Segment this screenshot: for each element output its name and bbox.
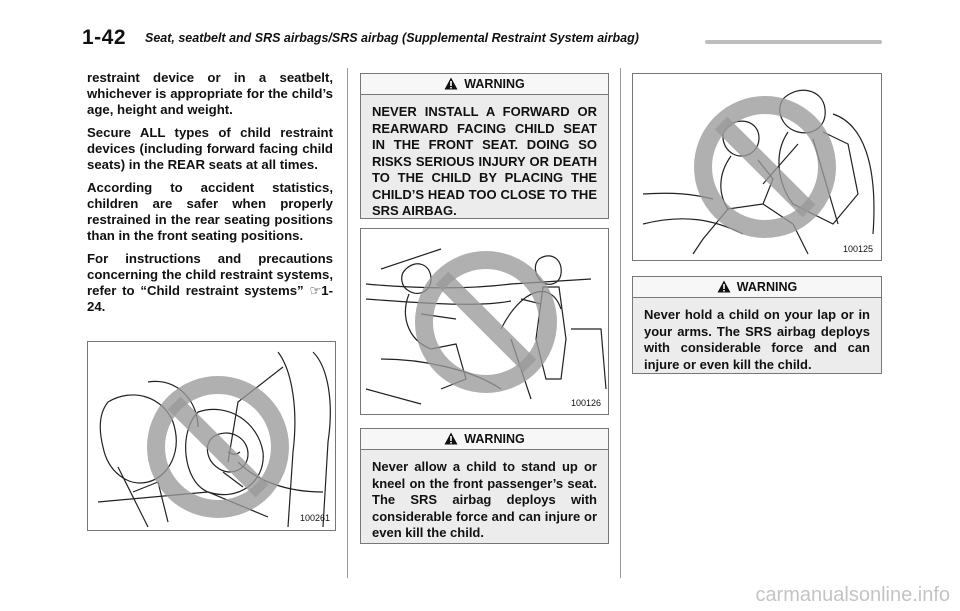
page-header [82,26,882,48]
left-column [87,70,333,322]
warning-heading [633,277,881,298]
paragraph: For instructions and precautions concerning the child restraint systems, refer to “Child restraint systems” ☞1-24. [87,251,333,314]
warning-box-lap [632,276,882,374]
figure-child-on-lap [632,73,882,261]
warning-heading-text: WARNING [736,280,798,294]
header-rule [705,40,882,44]
paragraph: restraint device or in a seatbelt, whichever is appropriate for the child’s age, height and weight. [87,70,333,117]
column-divider-right [620,68,621,578]
warning-heading-text: WARNING [464,77,525,91]
warning-text: Never hold a child on your lap or in your arms. The SRS airbag deploys with considerable force and can injure or even kill the child. [644,307,870,372]
warning-text: Never allow a child to stand up or kneel on the front passenger’s seat. The SRS airbag deploys with considerable force and can injure or even kill the child. [372,459,597,540]
figure-child-seat-airbag [87,341,336,531]
warning-triangle-icon [444,432,458,445]
figure-code: 100126 [571,398,602,408]
warning-triangle-icon [444,77,458,90]
watermark: carmanualsonline.info [755,584,950,606]
figure-children-standing [360,228,609,415]
paragraph: Secure ALL types of child restraint devices (including forward facing child seats) in the REAR seats at all times. [87,125,333,172]
warning-heading-text: WARNING [464,432,525,446]
warning-heading [361,429,608,450]
paragraph: According to accident statistics, children are safer when properly restrained in the rear seating positions than in the front seating positions. [87,180,333,243]
warning-box-child-seat [360,73,609,219]
warning-heading [361,74,608,95]
warning-triangle-icon [717,280,731,293]
figure-code: 100125 [843,244,874,254]
prohibition-sign-icon [143,372,293,522]
prohibition-sign-icon [411,247,561,397]
warning-box-standing [360,428,609,544]
section-title: Seat, seatbelt and SRS airbags/SRS airbag (Supplemental Restraint System airbag) [145,31,639,45]
prohibition-sign-icon [690,92,840,242]
warning-text: NEVER INSTALL A FORWARD OR REARWARD FACING CHILD SEAT IN THE FRONT SEAT. DOING SO RISKS SERIOUS INJURY OR DEATH TO THE CHILD BY PLACING THE CHILD’S HEAD TOO CLOSE TO THE SRS AIRBAG. [372,104,597,218]
page-number: 1-42 [82,26,127,49]
figure-code: 100261 [300,513,331,523]
column-divider-left [347,68,348,578]
